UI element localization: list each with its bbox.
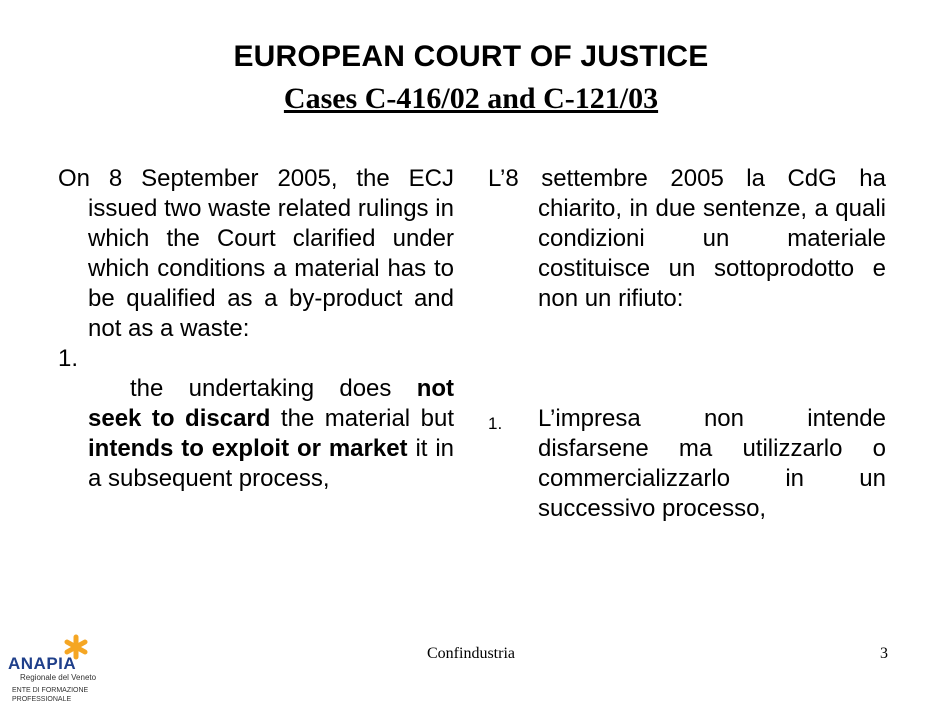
right-intro-paragraph: L’8 settembre 2005 la CdG ha chiarito, in due sentenze, a quali condizioni un materiale costituisce un sottoprodotto e non un rifiuto: [488, 165, 886, 312]
left-item-bold-1: not seek to discard [88, 375, 455, 432]
footer-organization: Confindustria [427, 645, 515, 662]
left-item-post: it in a subsequent process, [88, 435, 455, 492]
slide-title: EUROPEAN COURT OF JUSTICE [233, 40, 709, 73]
left-item-pre: the undertaking does [130, 375, 392, 402]
left-item-text [58, 374, 454, 494]
right-item-text: L’impresa non intende disfarsene ma utilizzarlo o commercializzarlo in un successivo processo, [538, 405, 886, 522]
left-column-english [58, 164, 454, 494]
right-column-italian [488, 164, 886, 524]
left-item-bold-2: intends to exploit or market [88, 435, 408, 462]
left-item-mid: the material but [280, 405, 455, 432]
spacer [488, 314, 886, 404]
page-number: 3 [880, 645, 888, 662]
logo-subtitle-1: Regionale del Veneto [20, 673, 97, 682]
left-intro-paragraph: On 8 September 2005, the ECJ issued two waste related rulings in which the Court clarified under which conditions a material has to be qualified as a by-product and not as a waste: [58, 165, 454, 342]
right-item-number: 1. [488, 414, 503, 433]
slide-subtitle: Cases C-416/02 and C-121/03 [283, 82, 659, 115]
right-item [488, 404, 886, 524]
logo-subtitle-2: ENTE DI FORMAZIONE PROFESSIONALE [12, 687, 89, 703]
logo-wordmark: ANAPIA [8, 654, 77, 673]
left-item-number: 1. [58, 345, 79, 372]
